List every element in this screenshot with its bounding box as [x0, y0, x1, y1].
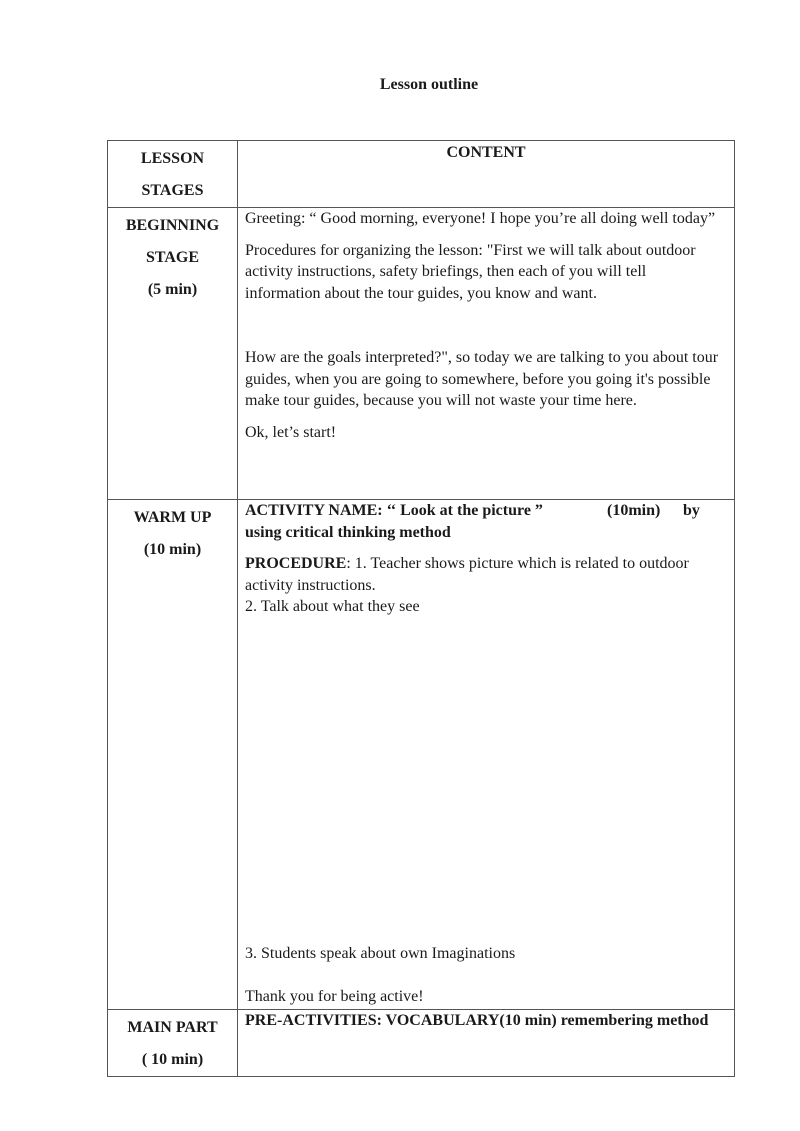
stage-main-part-time: ( 10 min)	[141, 1051, 204, 1068]
activity-by: by	[683, 502, 700, 519]
procedure-label: PROCEDURE	[245, 555, 347, 572]
thanks-text: Thank you for being active!	[245, 988, 424, 1005]
greeting-text: Greeting: “ Good morning, everyone! I hope you’re all doing well today”	[245, 210, 716, 227]
content-cell-beginning	[238, 208, 735, 500]
stage-cell-main-part	[108, 1010, 238, 1077]
stage-header-line1: LESSON	[140, 150, 205, 167]
procedures-text: Procedures for organizing the lesson: "First we will talk about outdoor activity instructions, safety briefings, then each of you will tell information about the tour guides, you know and want.	[245, 241, 696, 302]
stage-cell-beginning	[108, 208, 238, 500]
activity-name-text: ACTIVITY NAME: ‘‘ Look at the picture ”	[245, 502, 543, 519]
table-row-main-part	[108, 1010, 735, 1077]
stage-beginning-line1: BEGINNING	[125, 217, 220, 234]
start-text: Ok, let’s start!	[245, 423, 337, 441]
activity-time: (10min)	[607, 502, 661, 519]
table-row-beginning	[108, 208, 735, 500]
procedure-step1: : 1. Teacher shows picture which is related to outdoor activity instructions.	[245, 555, 689, 594]
stage-header-line2: STAGES	[141, 182, 204, 199]
stage-header-cell	[108, 141, 238, 208]
activity-method: using critical thinking method	[245, 523, 451, 541]
step3-text: 3. Students speak about own Imaginations	[245, 944, 516, 962]
lesson-outline-table	[107, 140, 735, 1077]
stage-main-part-line1: MAIN PART	[127, 1019, 218, 1036]
table-row-warm-up	[108, 500, 735, 1010]
goals-text: How are the goals interpreted?", so today we are talking to you about tour guides, when you are going to somewhere, before you going it's possible make tour guides, because you will not waste your time here.	[245, 349, 719, 409]
stage-warm-up-line1: WARM UP	[133, 509, 212, 526]
procedure-step2: 2. Talk about what they see	[245, 598, 420, 615]
table-header-row	[108, 141, 735, 208]
pre-activities-text: PRE-ACTIVITIES: VOCABULARY(10 min) remembering method	[245, 1012, 709, 1029]
procedure-text	[245, 553, 725, 596]
stage-warm-up-time: (10 min)	[143, 541, 202, 558]
content-header-cell	[238, 141, 735, 208]
stage-beginning-time: (5 min)	[147, 281, 198, 298]
content-cell-main-part	[238, 1010, 735, 1077]
activity-name	[245, 500, 725, 522]
page-title: Lesson outline	[379, 76, 479, 93]
content-cell-warm-up	[238, 500, 735, 1010]
stage-cell-warm-up	[108, 500, 238, 1010]
stage-beginning-line2: STAGE	[145, 249, 200, 266]
content-header: CONTENT	[446, 144, 526, 161]
